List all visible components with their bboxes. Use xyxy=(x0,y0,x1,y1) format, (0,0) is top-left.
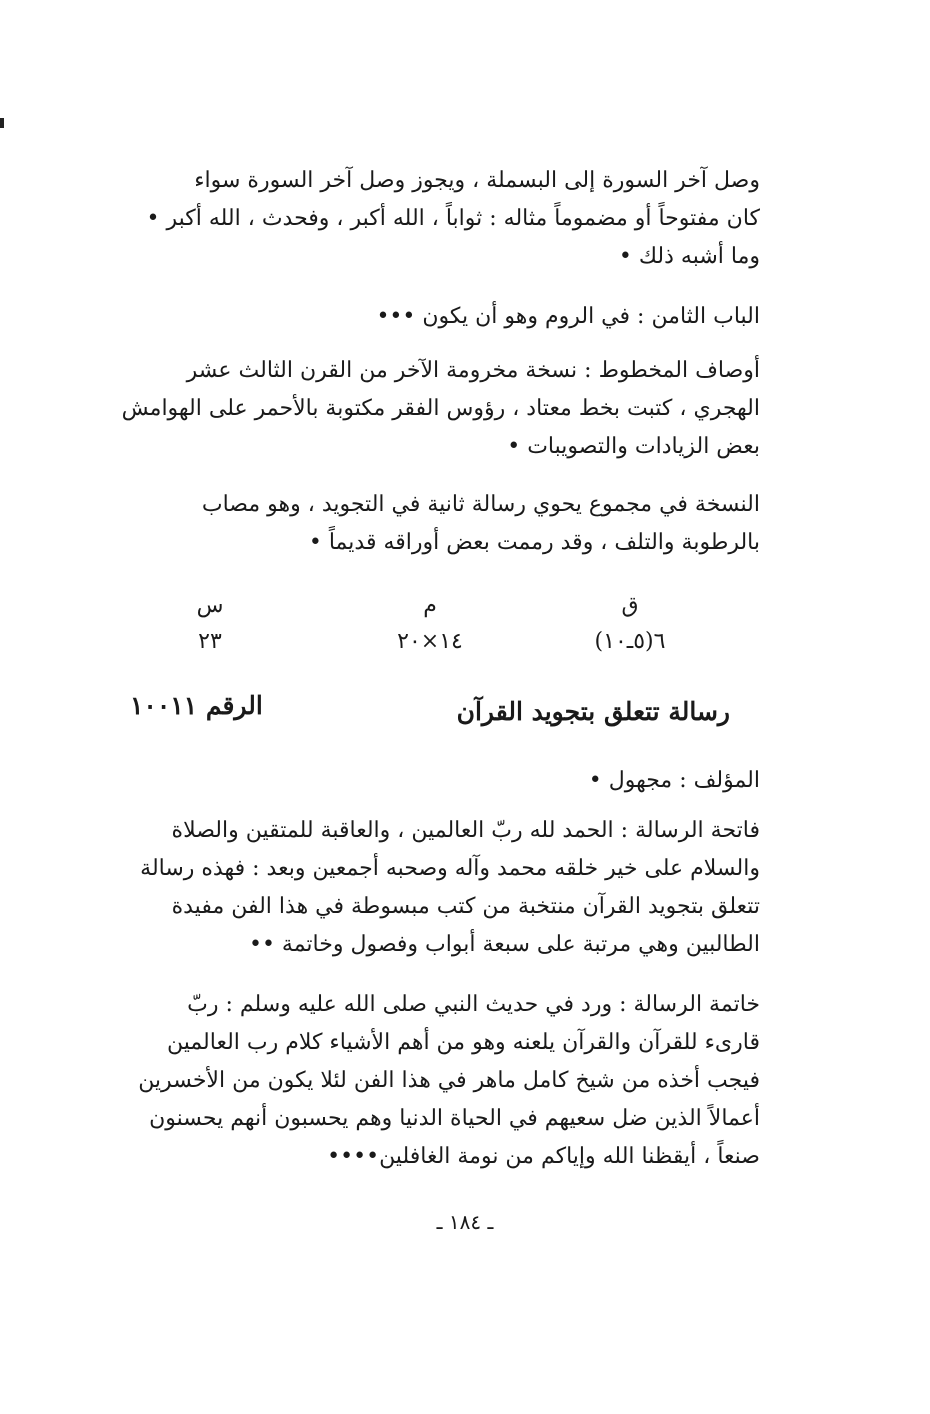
paragraph-manuscript-description xyxy=(110,352,760,466)
text-line: والسلام على خير خلقه محمد وآله وصحبه أجمعين وبعد : فهذه رسالة xyxy=(140,856,760,881)
paragraph-chapter-eight xyxy=(110,298,760,336)
text-line: الهجري ، كتبت بخط معتاد ، رؤوس الفقر مكتوبة بالأحمر على الهوامش xyxy=(121,396,760,421)
code-m-value: ١٤×٢٠ xyxy=(397,629,463,654)
text-line: فاتحة الرسالة : الحمد لله ربّ العالمين ، والعاقبة للمتقين والصلاة xyxy=(171,818,760,843)
text-line: كان مفتوحاً أو مضموماً مثاله : ثواباً ، الله أكبر ، وفحدث ، الله أكبر • xyxy=(146,206,760,231)
text-line: وما أشبه ذلك • xyxy=(618,244,760,269)
paragraph-opening xyxy=(110,812,760,964)
text-line: أوصاف المخطوط : نسخة مخرومة الآخر من القرن الثالث عشر xyxy=(186,358,760,383)
text-line: الباب الثامن : في الروم وهو أن يكون ••• xyxy=(376,304,760,329)
text-line: فيجب أخذه من شيخ كامل ماهر في هذا الفن لئلا يكون من الأخسرين xyxy=(138,1068,760,1093)
text-line: الطالبين وهي مرتبة على سبعة أبواب وفصول وخاتمة •• xyxy=(248,932,760,957)
code-m xyxy=(360,588,500,660)
code-s-letter: س xyxy=(196,593,224,618)
text-line: صنعاً ، أيقظنا الله وإياكم من نومة الغافلين•••• xyxy=(327,1144,760,1169)
text-line: النسخة في مجموع يحوي رسالة ثانية في التجويد ، وهو مصاب xyxy=(201,492,760,517)
paragraph-closing xyxy=(110,986,760,1176)
code-s-value: ٢٣ xyxy=(198,629,222,654)
code-q-letter: ق xyxy=(621,593,639,618)
code-m-letter: م xyxy=(423,593,437,618)
scan-margin-mark xyxy=(0,118,4,128)
text-line: المؤلف : مجهول • xyxy=(588,768,760,793)
paragraph-author xyxy=(110,762,760,800)
text-line: وصل آخر السورة إلى البسملة ، ويجوز وصل آخر السورة سواء xyxy=(194,168,760,193)
text-line: أعمالاً الذين ضل سعيهم في الحياة الدنيا وهم يحسبون أنهم يحسنون xyxy=(149,1106,760,1131)
manuscript-codes xyxy=(150,588,710,668)
text-line: خاتمة الرسالة : ورد في حديث النبي صلى الله عليه وسلم : ربّ xyxy=(187,992,760,1017)
paragraph-basmala-continuation xyxy=(110,162,760,276)
code-q-value: ٦(٥ـ١٠) xyxy=(594,629,666,654)
heading-title: رسالة تتعلق بتجويد القرآن xyxy=(456,697,730,726)
section-heading xyxy=(120,690,730,734)
code-q xyxy=(560,588,700,660)
text-line: بالرطوبة والتلف ، وقد رممت بعض أوراقه قديماً • xyxy=(308,530,760,555)
page-number: ـ ١٨٤ ـ xyxy=(436,1210,494,1234)
heading-number: الرقم ١٠٠١١ xyxy=(130,691,263,720)
text-line: بعض الزيادات والتصويبات • xyxy=(507,434,760,459)
text-line: قارىء للقرآن والقرآن يلعنه وهو من أهم الأشياء كلام رب العالمين xyxy=(166,1030,760,1055)
code-s xyxy=(140,588,280,660)
paragraph-copy-condition xyxy=(110,486,760,562)
text-line: تتعلق بتجويد القرآن منتخبة من كتب مبسوطة في هذا الفن مفيدة xyxy=(171,894,760,919)
